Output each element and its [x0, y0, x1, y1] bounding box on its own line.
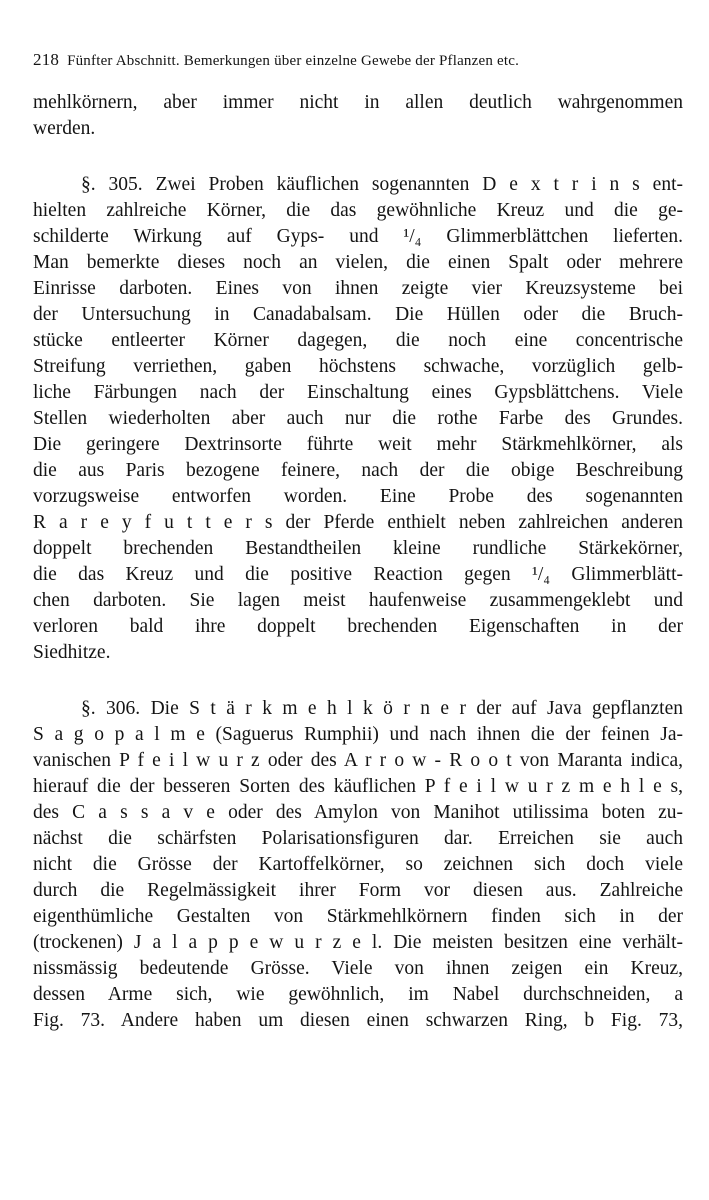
text-line: hielten zahlreiche Körner, die das gewöhnliche Kreuz und die ge-: [33, 200, 683, 221]
text-line: liche Färbungen nach der Einschaltung eines Gypsblättchens. Viele: [33, 382, 683, 403]
text-line: Siedhitze.: [33, 642, 111, 663]
text-line: nicht die Grösse der Kartoffelkörner, so zeichnen sich doch viele: [33, 854, 683, 875]
text-line: die aus Paris bezogene feinere, nach der die obige Beschreibung: [33, 460, 683, 481]
text-line: Man bemerkte dieses noch an vielen, die einen Spalt oder mehrere: [33, 252, 683, 273]
text-line: chen darboten. Sie lagen meist haufenweise zusammengeklebt und: [33, 590, 683, 611]
text-line: mehlkörnern, aber immer nicht in allen deutlich wahrgenommen: [33, 92, 683, 113]
text-line: Einrisse darboten. Eines von ihnen zeigte vier Kreuzsysteme bei: [33, 278, 683, 299]
running-header: [33, 50, 683, 72]
text-line: des C a s s a v e oder des Amylon von Manihot utilissima boten zu-: [33, 802, 683, 823]
paragraph-section-306: [33, 696, 683, 1034]
text-line: nächst die schärfsten Polarisationsfiguren dar. Erreichen sie auch: [33, 828, 683, 849]
text-line: nissmässig bedeutende Grösse. Viele von ihnen zeigen ein Kreuz,: [33, 958, 683, 979]
text-line: R a r e y f u t t e r s der Pferde enthielt neben zahlreichen anderen: [33, 512, 683, 533]
text-line: eigenthümliche Gestalten von Stärkmehlkörnern finden sich in der: [33, 906, 683, 927]
text-line: vorzugsweise entworfen worden. Eine Probe des sogenannten: [33, 486, 683, 507]
text-line: §. 305. Zwei Proben käuflichen sogenannten D e x t r i n s ent-: [81, 174, 683, 195]
book-page: [33, 50, 683, 1034]
text-line: durch die Regelmässigkeit ihrer Form vor diesen aus. Zahlreiche: [33, 880, 683, 901]
text-line: Streifung verriethen, gaben höchstens schwache, vorzüglich gelb-: [33, 356, 683, 377]
text-line: dessen Arme sich, wie gewöhnlich, im Nabel durchschneiden, a: [33, 984, 683, 1005]
text-line: §. 306. Die S t ä r k m e h l k ö r n e r der auf Java gepflanzten: [81, 698, 683, 719]
text-line: stücke entleerter Körner dagegen, die noch eine concentrische: [33, 330, 683, 351]
text-line: S a g o p a l m e (Saguerus Rumphii) und nach ihnen die der feinen Ja-: [33, 724, 683, 745]
text-line: Die geringere Dextrinsorte führte weit mehr Stärkmehlkörner, als: [33, 434, 683, 455]
text-line: doppelt brechenden Bestandtheilen kleine rundliche Stärkekörner,: [33, 538, 683, 559]
text-line: vanischen P f e i l w u r z oder des A r r o w - R o o t von Maranta indica,: [33, 750, 683, 771]
running-title: Fünfter Abschnitt. Bemerkungen über einzelne Gewebe der Pflanzen etc.: [67, 53, 520, 69]
paragraph-section-305: [33, 172, 683, 666]
text-line: schilderte Wirkung auf Gyps- und ¹/₄ Glimmerblättchen lieferten.: [33, 226, 683, 247]
text-line: der Untersuchung in Canadabalsam. Die Hüllen oder die Bruch-: [33, 304, 683, 325]
text-line: Stellen wiederholten aber auch nur die rothe Farbe des Grundes.: [33, 408, 683, 429]
text-line: die das Kreuz und die positive Reaction gegen ¹/₄ Glimmerblätt-: [33, 564, 683, 585]
page-number: 218: [33, 50, 60, 69]
text-line: werden.: [33, 118, 96, 139]
text-line: hierauf die der besseren Sorten des käuflichen P f e i l w u r z m e h l e s,: [33, 776, 683, 797]
text-line: verloren bald ihre doppelt brechenden Eigenschaften in der: [33, 616, 683, 637]
paragraph-continuation: [33, 90, 683, 142]
text-line: Fig. 73. Andere haben um diesen einen schwarzen Ring, b Fig. 73,: [33, 1010, 683, 1031]
text-line: (trockenen) J a l a p p e w u r z e l. Die meisten besitzen eine verhält-: [33, 932, 683, 953]
